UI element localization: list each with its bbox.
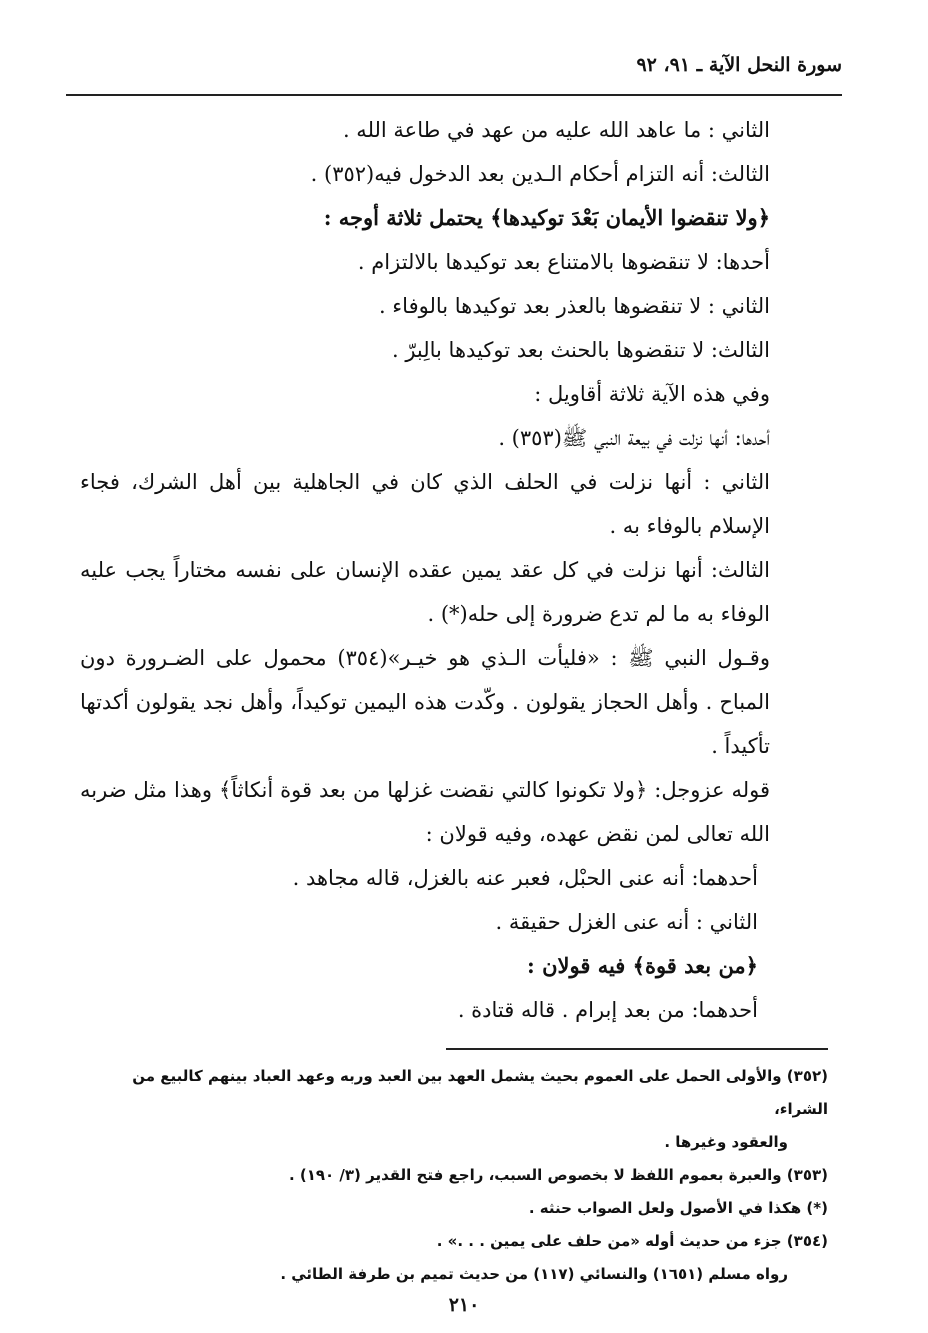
text-line: الثالث: أنه التزام أحكام الـدين بعد الدخول فيه(٣٥٢) . [310, 162, 770, 186]
text-line: الثاني : أنه عنى الغزل حقيقة . [495, 910, 758, 934]
text-line: الثالث: لا تنقضوها بالحنث بعد توكيدها بالِبرّ . [391, 338, 770, 362]
footnote-354-cont: رواه مسلم (١٦٥١) والنسائي (١١٧) من حديث تميم بن طرفة الطائي . [280, 1265, 788, 1283]
footnote-353: (٣٥٣) والعبرة بعموم اللفظ لا بخصوص السبب، راجع فتح القدير (٣/ ١٩٠) . [288, 1166, 828, 1184]
text-paragraph: الثالث: أنها نزلت في كل عقد يمين عقده الإنسان على نفسه مختاراً يجب عليه الوفاء به ما لم تدع ضرورة إلى حله(*) . [80, 558, 770, 626]
footnotes [80, 1060, 828, 1291]
page-number: ٢١٠ [448, 1294, 480, 1316]
text-paragraph: الثاني : أنها نزلت في الحلف الذي كان في الجاهلية بين أهل الشرك، فجاء الإسلام بالوفاء به . [80, 470, 770, 538]
footnote-352: (٣٥٢) والأولى الحمل على العموم بحيث يشمل العهد بين العبد وربه وعهد العباد بينهم كالبيع من الشراء، [132, 1067, 828, 1118]
verse-paragraph: قوله عزوجل: ﴿ولا تكونوا كالتي نقضت غزلها من بعد قوة أنكاثاً﴾ وهذا مثل ضربه الله تعالى لمن نقض عهده، وفيه قولان : [80, 778, 770, 846]
text-paragraph: وقـول النبي ﷺ : «فليأت الـذي هو خيـر»(٣٥٤) محمول على الضـرورة دون المباح . وأهل الحجاز يقولون . وكّدت هذه اليمين توكيداً، وأهل نجد يقولون أكدتها تأكيداً . [80, 646, 770, 758]
text-line: أحدهما: من بعد إبرام . قاله قتادة . [457, 998, 758, 1022]
main-text [80, 108, 828, 1032]
text-line: الثاني : ما عاهد الله عليه من عهد في طاعة الله . [342, 118, 770, 142]
verse-line: ﴿ولا تنقضوا الأيمان بَعْدَ توكيدها﴾ يحتمل ثلاثة أوجه : [323, 205, 770, 230]
text-line: وفي هذه الآية ثلاثة أقاويل : [534, 382, 770, 406]
running-title: سورة النحل الآية ـ ٩١، ٩٢ [636, 54, 842, 76]
text-line: أحدهما: أنه عنى الحبْل، فعبر عنه بالغزل، قاله مجاهد . [292, 866, 758, 890]
page-header [66, 48, 842, 96]
verse-line: ﴿من بعد قوة﴾ فيه قولان : [527, 953, 758, 978]
text-line: أحدها: لا تنقضوها بالامتناع بعد توكيدها بالالتزام . [357, 250, 770, 274]
footnote-star: (*) هكذا في الأصول ولعل الصواب حنثه . [528, 1199, 828, 1217]
footnote-354: (٣٥٤) جزء من حديث أوله «من حلف على يمين . . .» . [436, 1232, 828, 1250]
text-line: أحدها: أنها نزلت في بيعة النبي ﷺ(٣٥٣) . [498, 426, 770, 450]
footnote-divider [446, 1048, 828, 1050]
text-line: الثاني : لا تنقضوها بالعذر بعد توكيدها بالوفاء . [378, 294, 770, 318]
footnote-352-cont: والعقود وغيرها . [664, 1133, 788, 1151]
